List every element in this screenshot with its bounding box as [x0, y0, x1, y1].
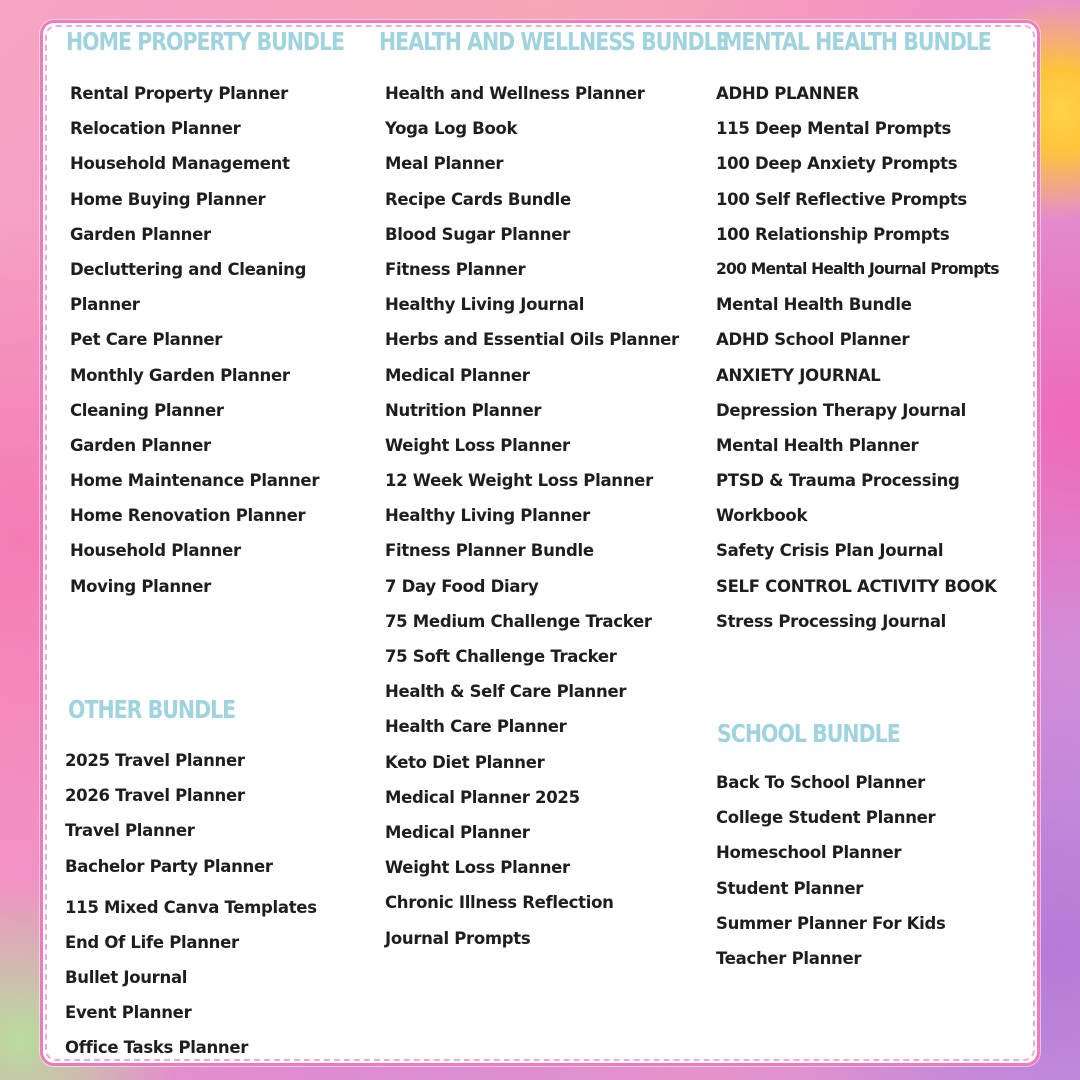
- list-item: Stress Processing Journal: [716, 611, 947, 631]
- list-item: Home Renovation Planner: [70, 506, 306, 526]
- list-item: Cleaning Planner: [70, 400, 224, 420]
- list-item: 200 Mental Health Journal Prompts: [716, 259, 999, 278]
- list-item: Healthy Living Journal: [385, 295, 585, 315]
- list-item: Household Management: [70, 154, 290, 174]
- list-item: Depression Therapy Journal: [716, 400, 967, 420]
- list-item: 7 Day Food Diary: [385, 576, 539, 596]
- list-item: PTSD & Trauma Processing: [716, 471, 960, 491]
- list-item: 100 Deep Anxiety Prompts: [716, 154, 958, 174]
- list-item: Garden Planner: [70, 224, 211, 244]
- list-item: Medical Planner: [385, 365, 530, 385]
- list-item: Back To School Planner: [716, 773, 925, 792]
- home-property-heading: HOME PROPERTY BUNDLE: [66, 27, 345, 56]
- other-section: [65, 694, 368, 1066]
- list-item: Healthy Living Planner: [385, 506, 590, 526]
- list-item: Relocation Planner: [70, 119, 241, 139]
- list-item: ADHD School Planner: [716, 330, 910, 350]
- mental-health-heading: MENTAL HEALTH BUNDLE: [722, 27, 991, 56]
- home-property-list: [70, 76, 366, 604]
- list-item: Summer Planner For Kids: [716, 913, 946, 933]
- list-item: 100 Relationship Prompts: [716, 224, 950, 244]
- list-item: 115 Mixed Canva Templates: [65, 897, 317, 917]
- list-item: Medical Planner: [385, 822, 530, 842]
- list-item: Decluttering and Cleaning: [70, 259, 307, 279]
- list-item: Safety Crisis Plan Journal: [716, 541, 944, 561]
- list-item: Home Maintenance Planner: [70, 471, 320, 491]
- school-list: [716, 765, 1033, 976]
- list-item: Weight Loss Planner: [385, 435, 570, 455]
- list-item: Weight Loss Planner: [385, 858, 570, 878]
- school-heading: SCHOOL BUNDLE: [717, 719, 900, 748]
- list-item: Nutrition Planner: [385, 400, 542, 420]
- list-item: Rental Property Planner: [70, 84, 288, 103]
- list-item: Meal Planner: [385, 154, 504, 174]
- list-item: Bachelor Party Planner: [65, 856, 273, 876]
- list-item: Bullet Journal: [65, 967, 188, 987]
- other-list: [65, 743, 368, 1066]
- list-item: Event Planner: [65, 1003, 192, 1023]
- list-item: Travel Planner: [65, 821, 195, 841]
- list-item: Moving Planner: [70, 576, 211, 596]
- list-item: 115 Deep Mental Prompts: [716, 119, 951, 139]
- list-item: ADHD PLANNER: [716, 84, 860, 103]
- list-item: 100 Self Reflective Prompts: [716, 189, 967, 209]
- list-item: Chronic Illness Reflection: [385, 893, 614, 913]
- list-item: Office Tasks Planner: [65, 1038, 249, 1058]
- home-property-section: [66, 26, 366, 604]
- list-item: ANXIETY JOURNAL: [716, 365, 881, 385]
- list-item: Blood Sugar Planner: [385, 224, 570, 244]
- school-section: [717, 718, 1033, 976]
- list-item: Herbs and Essential Oils Planner: [385, 330, 679, 350]
- list-item: Health Care Planner: [385, 717, 567, 737]
- list-item: End Of Life Planner: [65, 932, 239, 952]
- list-item: Home Buying Planner: [70, 189, 266, 209]
- list-item: Recipe Cards Bundle: [385, 189, 571, 209]
- health-wellness-section: [379, 26, 729, 956]
- list-item: Journal Prompts: [385, 928, 531, 948]
- list-item: Pet Care Planner: [70, 330, 223, 350]
- other-heading: OTHER BUNDLE: [68, 695, 236, 724]
- list-item: 2026 Travel Planner: [65, 786, 245, 806]
- list-item: Teacher Planner: [716, 948, 862, 968]
- list-item: College Student Planner: [716, 808, 936, 828]
- list-item: Health & Self Care Planner: [385, 682, 627, 702]
- health-wellness-heading: HEALTH AND WELLNESS BUNDLE: [379, 27, 729, 56]
- list-item: Yoga Log Book: [385, 119, 518, 139]
- mental-health-list: [716, 76, 1038, 639]
- list-item: 75 Medium Challenge Tracker: [385, 611, 652, 631]
- list-item: Medical Planner 2025: [385, 787, 580, 807]
- list-item: Student Planner: [716, 878, 864, 898]
- list-item: SELF CONTROL ACTIVITY BOOK: [716, 576, 997, 596]
- list-item: Health and Wellness Planner: [385, 84, 645, 103]
- list-item: Fitness Planner: [385, 259, 526, 279]
- list-item: 12 Week Weight Loss Planner: [385, 471, 653, 491]
- list-item: Household Planner: [70, 541, 241, 561]
- list-item: Mental Health Bundle: [716, 295, 912, 315]
- list-item: Keto Diet Planner: [385, 752, 545, 772]
- list-item: Mental Health Planner: [716, 435, 919, 455]
- list-item: 75 Soft Challenge Tracker: [385, 647, 617, 666]
- list-item: Homeschool Planner: [716, 843, 902, 863]
- list-item: Garden Planner: [70, 435, 211, 455]
- health-wellness-list: [385, 76, 709, 956]
- list-item: Workbook: [716, 506, 808, 526]
- list-item: 2025 Travel Planner: [65, 751, 245, 770]
- list-item: Monthly Garden Planner: [70, 365, 290, 385]
- mental-health-section: [716, 26, 1038, 639]
- list-item: Fitness Planner Bundle: [385, 541, 594, 561]
- list-item: Planner: [70, 295, 140, 315]
